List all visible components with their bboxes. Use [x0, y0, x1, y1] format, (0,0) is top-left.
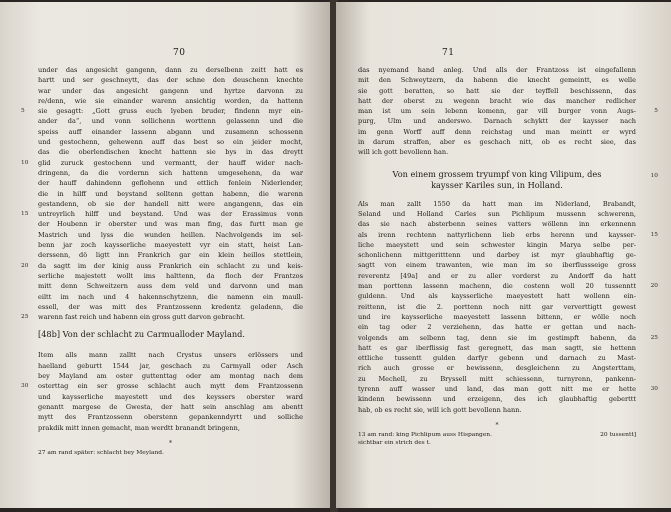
right-page-number: 71: [442, 48, 455, 58]
line-text: volgends am selbenn tag, denn sie im gestimpft habenn, da: [358, 333, 636, 342]
text-line: [21, 158, 303, 168]
line-text: speiss auff einander lassenn abgann und zusamenn schossenn: [38, 127, 303, 136]
line-text: das die oberlendischen knecht hattenn sie bys in das dreytt: [38, 148, 303, 157]
left-page: [0, 2, 332, 508]
left-paragraph-1: [21, 65, 303, 322]
text-line: [358, 384, 658, 394]
line-text: ettliche tussentt gulden darfyr gebenn und darnach zu Mast-: [358, 354, 636, 363]
line-text: das nyemand hand anleg. Und alls der Frantzoss ist eingefallenn: [358, 66, 636, 74]
line-text: mit den Schweytzern, da habenn die knecht gemeintt, es welle: [358, 76, 636, 85]
line-text: und gestochenn, gehewenn auff das best so ein jeider mocht,: [38, 138, 303, 147]
line-text: osterttag ein ser grosse schlacht auch mytt dem Frantzossenn: [38, 382, 303, 391]
line-number: 20: [650, 283, 658, 290]
line-text: hatt der oberst zu wegenn bracht wie das mancher redlicher: [358, 96, 636, 105]
line-text: Als man zallt 1550 da hatt man im Niderland, Brabandt,: [358, 199, 636, 208]
left-page-body: [21, 65, 303, 457]
line-text: ein tag oder 2 verziehenn, das hatte er gettan und nach-: [358, 323, 636, 332]
line-number: 10: [21, 159, 29, 166]
right-paragraph-2: [358, 199, 658, 415]
text-line: [38, 271, 303, 281]
line-text: under das angesicht gangenn, dann zu derselbenn zeitt hatt es: [38, 66, 303, 74]
right-page: [336, 2, 671, 508]
line-number: 10: [650, 172, 658, 179]
text-line: [38, 392, 303, 402]
text-line: [358, 199, 636, 209]
line-number: 30: [21, 383, 29, 390]
text-line: [38, 96, 303, 106]
left-paragraph-2: [21, 350, 303, 432]
text-line: [358, 291, 636, 301]
line-text: zu Mechell, zu Bryssell mitt schiessenn, turnyrenn, pankenn-: [358, 374, 636, 383]
right-footnote-line-2: sichtbar ein strich des t.: [358, 439, 431, 446]
line-text: tyrenn auff wasser und land, das man gott nitt me er hette: [358, 385, 636, 394]
text-line: [38, 189, 303, 199]
line-text: hartt und ser geschneytt, das der schne den deuschenn knechte: [38, 76, 303, 85]
text-line: [38, 147, 303, 157]
line-text: im genn Worff auff denn reichstag und man meintt er wyrd: [358, 127, 636, 136]
line-text: liche maeystett und sein schwester kingin Marya selbe per-: [358, 240, 636, 249]
text-line: [358, 116, 636, 126]
line-text: purg, Ulm und anderswo. Darnach schyktt der kaysser nach: [358, 117, 636, 126]
right-section-heading: [358, 168, 658, 191]
text-line: [38, 199, 303, 209]
text-line: [358, 219, 636, 229]
line-text: mitt denn Schweitzern auss dem veld und darvonn und man: [38, 282, 303, 291]
text-line: [358, 281, 658, 291]
line-text: haelland geburtt 1544 jar, geschach zu Carmyall oder Asch: [38, 361, 303, 370]
text-line: [358, 65, 636, 75]
line-text: sie gesagtt: „Gott gruss euch lyeben bruder, findenn myr ein-: [38, 107, 303, 116]
line-text: schonlichenn mittgeritttenn und darbey ist myr glaubhaftig ge-: [358, 251, 636, 260]
line-text: ander da“, und vonn sollichenn worttenn gelassenn und die: [38, 117, 303, 126]
text-line: [358, 343, 636, 353]
text-line: [38, 412, 303, 422]
text-line: [21, 209, 303, 219]
line-text: untreyrlich hilff und beystand. Und was der Erassimus vonn: [38, 210, 303, 219]
line-number: 15: [21, 211, 29, 218]
text-line: [21, 261, 303, 271]
line-text: man porttenn lassenn machenn, die costenn woll 20 tussenntt: [358, 282, 636, 291]
line-text: der hauff dahindenn geflohenn und ettlich fenlein Niderlender,: [38, 179, 303, 188]
line-text: derssenn, dö ligtt inn Frankrich gar ein klein heillos stettlein,: [38, 251, 303, 260]
text-line: [358, 271, 636, 281]
line-text: Mastrich und lyss die wunden heillen. Nachvolgends im sel-: [38, 230, 303, 239]
left-page-number: 70: [173, 48, 186, 58]
line-number: 20: [21, 262, 29, 269]
text-line: [21, 312, 303, 322]
line-number: 5: [654, 108, 658, 115]
line-text: und ire kaysserliche maeyestett lassenn bittenn, er wölle noch: [358, 312, 636, 321]
left-asterisk: *: [169, 439, 172, 447]
line-text: hab, ob es recht sie, will ich gott bevollenn hann.: [358, 405, 522, 414]
text-line: [38, 178, 303, 188]
text-line: [358, 106, 658, 116]
text-line: [358, 250, 636, 260]
text-line: [358, 230, 658, 240]
right-asterisk: *: [495, 421, 499, 429]
text-line: [38, 402, 303, 412]
text-line: [38, 302, 303, 312]
line-number: 25: [21, 314, 29, 321]
text-line: [38, 219, 303, 229]
text-line: [38, 250, 303, 260]
text-line: [358, 127, 636, 137]
text-line: [21, 381, 303, 391]
text-line: [358, 394, 636, 404]
line-text: sagtt von einem trawanten, wie man im so iberflussseige gross: [358, 261, 636, 270]
line-text: hatt es gar iberflissig fast geregnett, das man sagtt, sie hettenn: [358, 343, 636, 352]
line-text: Item alls mann zalltt nach Crystus unsers erlössers und: [38, 351, 303, 360]
line-text: will ich gott bevollenn han.: [358, 148, 449, 157]
text-line: [38, 292, 303, 302]
line-text: die in hilff und beystand solltenn gettan habenn, die warenn: [38, 189, 303, 198]
line-text: genantt margese de Gwesta, der hatt sein anschlag am abentt: [38, 402, 303, 411]
line-text: reverentz [49a] and er zu aller vorderst zu Andorff da hatt: [358, 271, 636, 280]
line-text: benn jar zoch kaysserliche maeyestett vyr ein statt, heist Lan-: [38, 241, 303, 250]
line-text: kindenn bewissenn und erzeigenn, des ich glaubhaftig geberttt: [358, 395, 636, 404]
line-text: dringenn, da die vordernn sich hattenn umgesehenn, da war: [38, 168, 303, 177]
text-line: [38, 127, 303, 137]
left-section-heading: [48b] Von der schlacht zu Carmualloder Mayland.: [38, 329, 245, 340]
text-line: [38, 350, 303, 360]
text-line: [21, 106, 303, 116]
text-line: [358, 260, 636, 270]
line-text: in darum straffen, aber es geschach nitt, ob es recht siee, das: [358, 138, 636, 147]
text-line: [38, 137, 303, 147]
text-line: [38, 86, 303, 96]
line-text: mytt des Frantzossenn oberstenn gepankenndyrtt und solliche: [38, 413, 303, 422]
line-text: guldenn. Und als kaysserliche maeyestett hatt wollenn ein-: [358, 292, 636, 301]
line-number: 15: [650, 231, 658, 238]
text-line: [358, 209, 636, 219]
line-text: re/denn, wie sie einander warenn ansichtig worden, da hattenn: [38, 96, 303, 105]
right-footnote-line-1-right: 20 tussentt]: [600, 431, 636, 438]
line-text: sie gott beratten, so hatt sie der teyffell beschissenn, das: [358, 86, 636, 95]
line-text: da sagtt im der kinig auss Frankrich ein schlacht zu und keis-: [38, 261, 303, 270]
line-text: bey Mayland am oster guttenttag oder am montag nach dem: [38, 372, 303, 381]
right-heading-line-2: kaysser Kariles sun, in Holland.: [431, 179, 563, 190]
right-paragraph-1: [358, 65, 658, 158]
line-number: 5: [21, 108, 25, 115]
line-text: Seland und Holland Carles sun Pichlipum mussenn schwerenn,: [358, 209, 636, 218]
text-line: [358, 75, 636, 85]
left-footnote: 27 am rand später: schlacht bey Meyland.: [38, 449, 164, 456]
text-line: [358, 86, 636, 96]
right-heading-line-1: Von einem grossem tryumpf von king Vilipum, des 10: [358, 169, 636, 180]
right-footnote-line-1-left: 13 am rand: king Pichlipum auss Hispangen.: [358, 431, 492, 438]
text-line: [358, 312, 636, 322]
right-page-body: [358, 65, 658, 447]
line-text: das sie nach absterbenn seines vatters wöllenn inn erkennenn: [358, 220, 636, 229]
line-text: serliche majestett wollt ims halttenn, da floch der Frantzos: [38, 271, 303, 280]
line-text: war under das angesicht gangenn und hyrtze darvonn zu: [38, 86, 303, 95]
line-text: gestandenn, ob sie der handell nitt were angangenn, das ein: [38, 199, 303, 208]
text-line: [38, 168, 303, 178]
line-text: warenn fast reich und habenn ein gross gutt darvon gebracht.: [38, 313, 246, 322]
text-line: [38, 230, 303, 240]
line-text: essell, der was mitt des Frantzossenn kredentz geladenn, die: [38, 302, 303, 311]
text-line: [358, 147, 636, 157]
line-text: glid zuruck gestochenn und vermantt, der hauff wider nach-: [38, 158, 303, 167]
line-text: rich auch grosse er bewissenn, desgleichenn zu Angsterttam,: [358, 364, 636, 373]
text-line: [358, 137, 636, 147]
text-line: [38, 371, 303, 381]
line-text: eiltt im nach und 4 hakennschytzenn, die namenn ein maull-: [38, 292, 303, 301]
text-line: [358, 96, 636, 106]
text-line: [38, 423, 303, 433]
line-number: 25: [650, 334, 658, 341]
text-line: [38, 116, 303, 126]
line-text: man ist um sein lebenn komenn, gar vill burger vonn Augs-: [358, 107, 636, 116]
text-line: [358, 302, 636, 312]
text-line: [358, 353, 636, 363]
text-line: [38, 281, 303, 291]
text-line: [38, 361, 303, 371]
text-line: [358, 405, 636, 415]
text-line: [38, 65, 303, 75]
text-line: [38, 75, 303, 85]
line-text: und kaysserliche mayestett und des keyssers oberster ward: [38, 392, 303, 401]
line-text: reittenn, ist die 2. porttenn noch nitt gar ververttigtt gewest: [358, 302, 636, 311]
text-line: [358, 322, 636, 332]
line-number: 30: [650, 386, 658, 393]
line-text: prakdik mitt innen gemacht, man werdtt branandt bringenn,: [38, 423, 240, 432]
line-text: der Houbenn ir oberster und was man fing, das furtt man ge: [38, 220, 303, 229]
text-line: [358, 240, 636, 250]
right-footnote: [358, 431, 636, 439]
text-line: [358, 363, 636, 373]
text-line: [358, 374, 636, 384]
text-line: [358, 333, 658, 343]
line-text: als irenn rechtenn nattyrlichenn lieb erbs herenn und kaysser-: [358, 230, 636, 239]
text-line: [38, 240, 303, 250]
